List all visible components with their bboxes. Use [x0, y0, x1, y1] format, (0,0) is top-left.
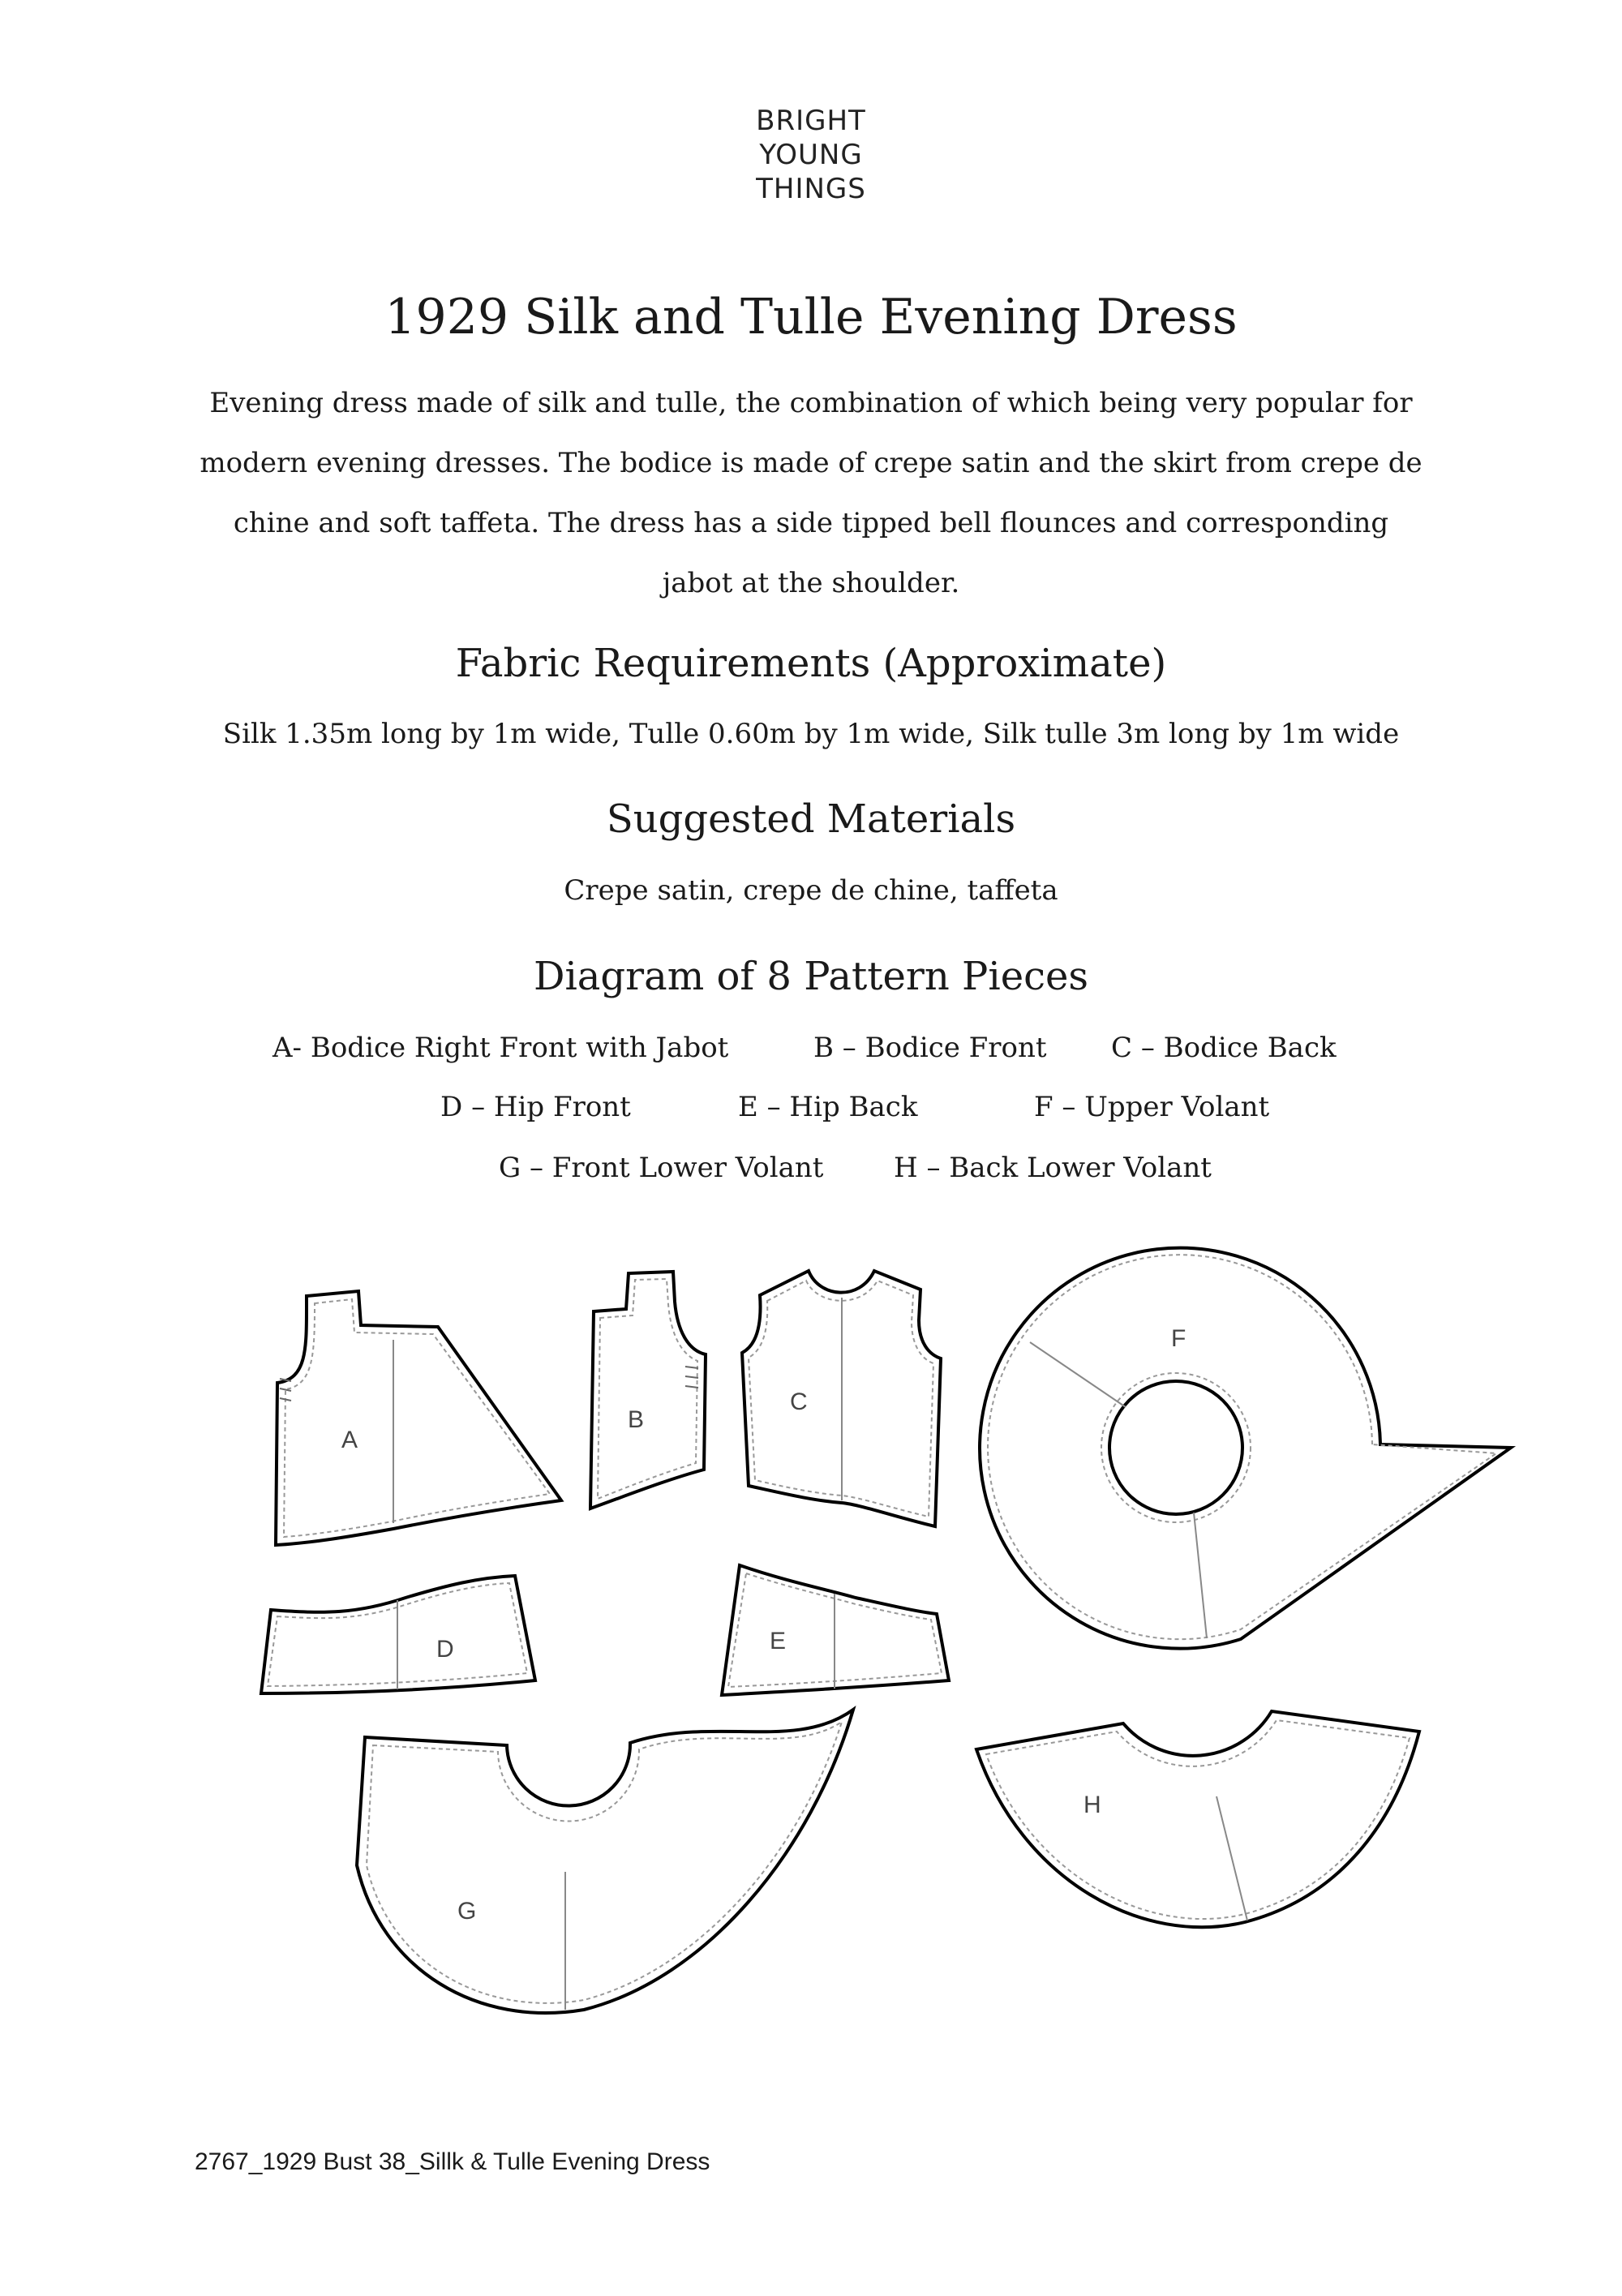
- pattern-piece-g: [357, 1710, 853, 2013]
- logo-line-2: YOUNG: [759, 139, 863, 171]
- pattern-piece-d: [261, 1576, 535, 1693]
- pattern-piece-a: [276, 1291, 561, 1545]
- pattern-piece-e: [722, 1565, 949, 1695]
- pattern-piece-h: [976, 1711, 1419, 1927]
- piece-label-a: A: [341, 1427, 358, 1453]
- piece-label-c: C: [790, 1388, 808, 1415]
- piece-label-f: F: [1171, 1325, 1186, 1352]
- legend-item-e: E – Hip Back: [738, 1091, 918, 1123]
- brand-logo: [0, 104, 1622, 206]
- piece-label-b: B: [628, 1406, 645, 1433]
- materials-text: Crepe satin, crepe de chine, taffeta: [564, 874, 1058, 907]
- legend-item-a: A- Bodice Right Front with Jabot: [272, 1032, 729, 1064]
- piece-label-g: G: [457, 1898, 477, 1925]
- pattern-piece-b: [590, 1272, 706, 1508]
- document-footer: 2767_1929 Bust 38_Sillk & Tulle Evening Dress: [195, 2148, 710, 2175]
- piece-label-d: D: [436, 1636, 454, 1663]
- legend-item-b: B – Bodice Front: [813, 1032, 1047, 1064]
- fabric-heading: Fabric Requirements (Approximate): [455, 641, 1167, 686]
- legend-item-c: C – Bodice Back: [1111, 1032, 1337, 1064]
- legend-item-h: H – Back Lower Volant: [894, 1152, 1212, 1184]
- piece-label-e: E: [770, 1628, 787, 1654]
- legend-item-g: G – Front Lower Volant: [499, 1152, 824, 1184]
- logo-line-1: BRIGHT: [756, 105, 866, 137]
- logo-line-3: THINGS: [756, 173, 866, 205]
- pattern-piece-f: [980, 1248, 1511, 1649]
- pattern-diagram: [0, 1217, 1622, 2068]
- materials-heading: Suggested Materials: [606, 796, 1016, 842]
- fabric-requirements-text: Silk 1.35m long by 1m wide, Tulle 0.60m by 1m wide, Silk tulle 3m long by 1m wide: [222, 718, 1400, 750]
- dress-description: Evening dress made of silk and tulle, the combination of which being very popular for modern evening dresses. The bodice is made of crepe satin and the skirt from crepe de chine and soft taffeta. The dress has a side tipped bell flounces and corresponding jabot at the shoulder.: [200, 387, 1422, 599]
- legend-item-f: F – Upper Volant: [1034, 1091, 1270, 1123]
- page-title: 1929 Silk and Tulle Evening Dress: [384, 289, 1238, 345]
- pattern-piece-c: [742, 1271, 941, 1526]
- legend-item-d: D – Hip Front: [440, 1091, 631, 1123]
- diagram-heading: Diagram of 8 Pattern Pieces: [533, 954, 1089, 999]
- piece-label-h: H: [1083, 1792, 1101, 1818]
